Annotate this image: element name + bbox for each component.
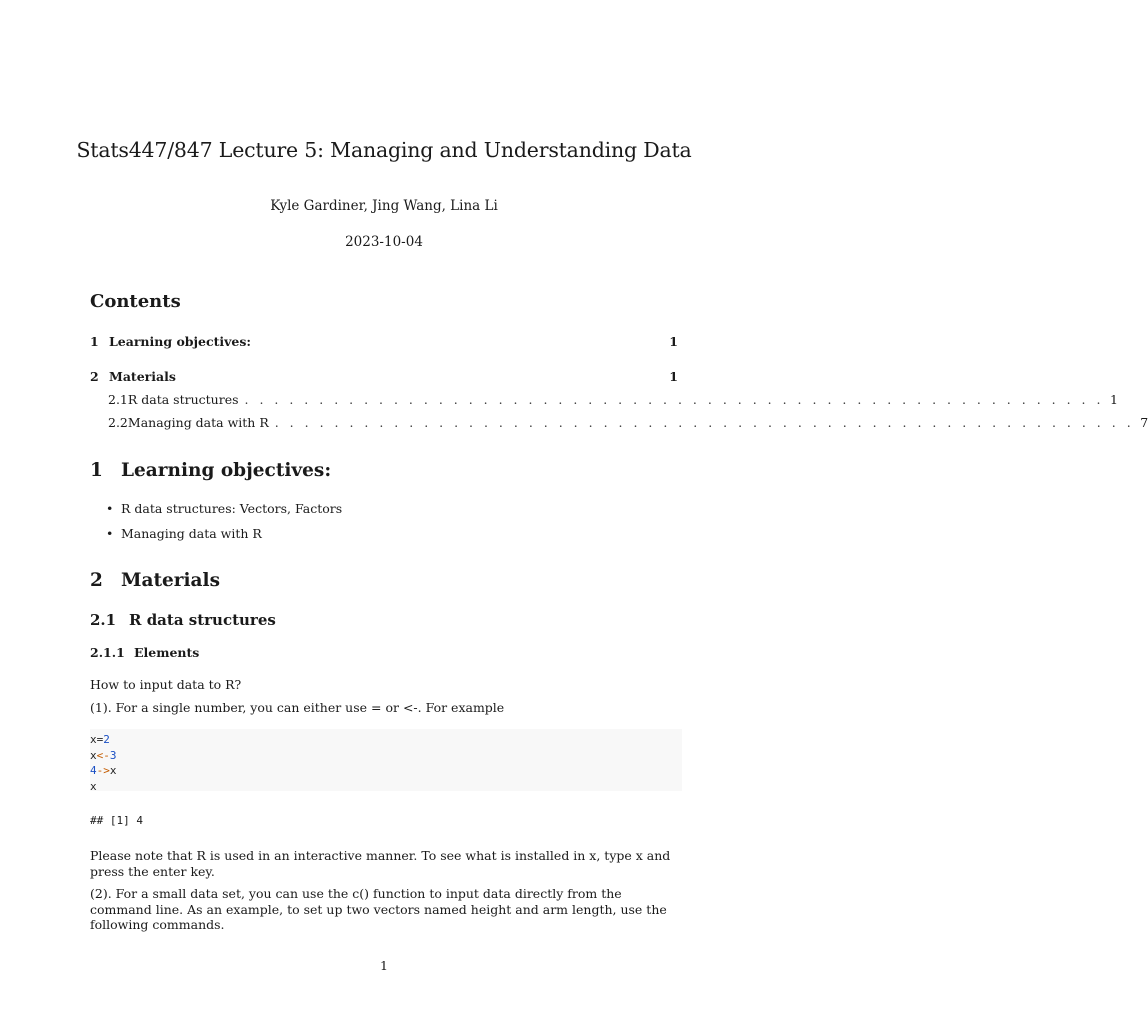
subsubsection-title: Elements [134, 645, 200, 660]
objectives-list [90, 501, 342, 551]
toc-entry-number: 2.1 [108, 392, 128, 407]
toc-entry-label[interactable]: R data structures [127, 392, 239, 407]
code-token: = [96, 733, 104, 746]
paragraph-single-number: (1). For a single number, you can either use = or <-. For example [90, 700, 505, 715]
paragraph-interactive-note: Please note that R is used in an interactive manner. To see what is installed in x, type x and press the enter key. [90, 848, 671, 879]
code-token: -> [96, 764, 110, 777]
code-token: x [90, 733, 97, 746]
toc-entry-page[interactable]: 1 [1109, 392, 1118, 407]
section-title: Learning objectives: [121, 460, 332, 481]
code-block [90, 729, 682, 791]
toc-entry-materials[interactable] [90, 369, 678, 384]
toc-entry-label[interactable]: Learning objectives: [109, 334, 251, 349]
toc-entry-number: 2 [90, 369, 99, 384]
toc-entry-managing-data[interactable] [108, 415, 1148, 430]
document-title: Stats447/847 Lecture 5: Managing and Understanding Data [76, 138, 692, 162]
subsubsection-heading-elements [90, 645, 199, 660]
toc-entry-number: 2.2 [108, 415, 128, 430]
toc-entry-page[interactable]: 1 [669, 334, 678, 349]
subsection-heading-r-data-structures [90, 611, 276, 629]
section-title: Materials [121, 570, 220, 591]
subsection-title: R data structures [129, 611, 276, 629]
document-authors: Kyle Gardiner, Jing Wang, Lina Li [270, 198, 498, 214]
code-token: x [109, 764, 117, 777]
toc-entry-label[interactable]: Materials [109, 369, 176, 384]
toc-entry-page[interactable]: 7 [1140, 415, 1148, 430]
toc-entry-learning-objectives[interactable] [90, 334, 678, 349]
toc-entry-page[interactable]: 1 [669, 369, 678, 384]
subsubsection-number: 2.1.1 [90, 645, 125, 660]
code-token: <- [96, 748, 110, 762]
section-heading-learning-objectives [90, 460, 331, 481]
code-token: 2 [103, 733, 110, 746]
paragraph-c-function: (2). For a small data set, you can use the c() function to input data directly from the command line. As an example, to set up two vectors named height and arm length, use the following commands. [90, 886, 667, 932]
code-token: 3 [109, 748, 117, 762]
code-token: x [90, 779, 97, 793]
section-number: 1 [90, 460, 103, 481]
code-token: x [90, 748, 97, 762]
code-text [90, 729, 682, 794]
paragraph-input-question: How to input data to R? [90, 677, 242, 692]
page-number: 1 [380, 958, 388, 973]
toc-entry-label[interactable]: Managing data with R [127, 415, 269, 430]
toc-entry-r-data-structures[interactable] [108, 392, 1118, 407]
code-output: ## [1] 4 [90, 814, 143, 827]
toc-leader: . . . . . . . . . . . . . . . . . . . . . . . . . . . . . . . . . . . . . . . . . . . . . . . . . . . . . . . . . . [274, 415, 1135, 430]
code-token: 4 [90, 764, 97, 777]
section-number: 2 [90, 570, 103, 591]
contents-heading: Contents [90, 291, 181, 312]
document-date: 2023-10-04 [345, 234, 423, 250]
list-item: • Managing data with R [90, 526, 342, 551]
list-item: • R data structures: Vectors, Factors [90, 501, 342, 526]
toc-entry-number: 1 [90, 334, 99, 349]
toc-leader: . . . . . . . . . . . . . . . . . . . . . . . . . . . . . . . . . . . . . . . . . . . . . . . . . . . . . . . . . . [244, 392, 1104, 407]
section-heading-materials [90, 570, 220, 591]
subsection-number: 2.1 [90, 611, 117, 629]
